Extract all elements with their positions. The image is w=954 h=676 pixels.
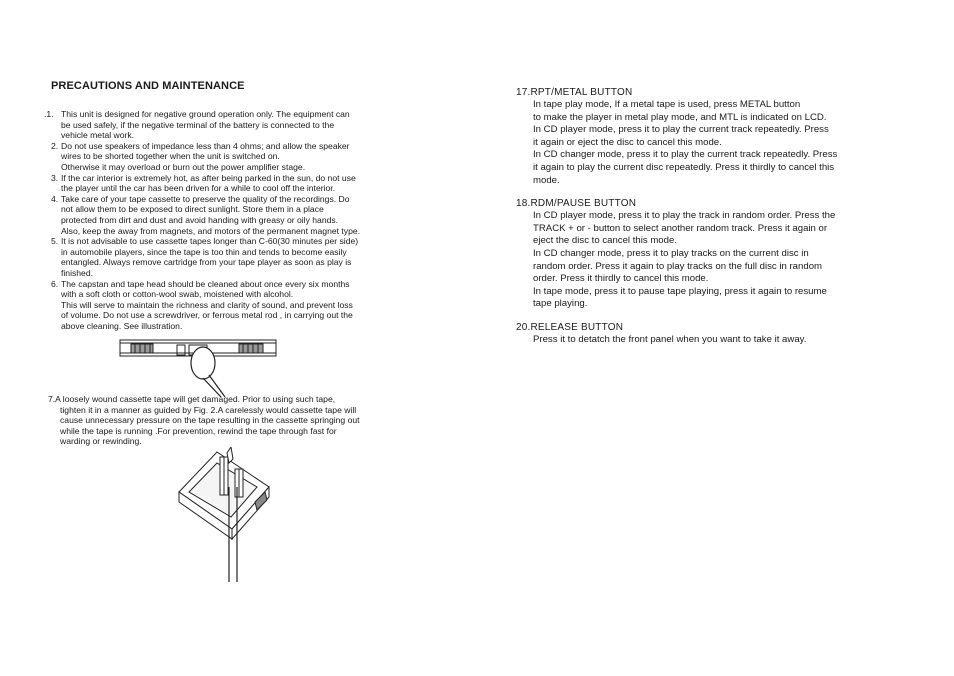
precaution-item-number: 5. [51,236,59,247]
precaution-item-line: Otherwise it may overload or burn out the power amplifier stage. [61,161,306,172]
button-section-line: In tape play mode, If a metal tape is used, press METAL button [533,99,801,110]
button-section-line: it again or eject the disc to cancel this mode. [533,136,722,148]
precautions-column [44,80,448,331]
button-section [516,322,916,347]
precaution-item-line: wires to be shorted together when the unit is switched on. [61,151,280,162]
button-section-line: random order. Press it again to play tracks on the full disc in random [533,260,823,272]
precaution-item-7-continuation [48,405,448,447]
precaution-item-line: The capstan and tape head should be cleaned about once every six months [61,278,350,289]
precaution-item-7-first: 7.A loosely wound cassette tape will get damaged. Prior to using such tape, [48,394,336,404]
button-section-line: TRACK + or - button to select another random track. Press it again or [533,222,828,234]
precaution-item-7-line: warding or rewinding. [60,436,142,447]
precaution-item-line: the player until the car has been driven for a while to cool off the interior. [61,183,336,194]
precaution-item-line: vehicle metal work. [61,130,135,141]
button-section-line: Press it to detatch the front panel when you want to take it away. [533,333,807,345]
precaution-item [48,279,448,332]
button-section-line: In CD player mode, press it to play the track in random order. Press the [533,210,836,222]
precaution-item-line: not allow them to be exposed to direct sunlight. Store them in a place [61,204,324,215]
precaution-item [48,236,448,278]
precaution-item-number: 2. [51,140,59,151]
precaution-item-line: Take care of your tape cassette to preserve the quality of the recordings. Do [61,193,350,204]
button-section-line: eject the disc to cancel this mode. [533,235,677,247]
precaution-item-number: .1. [44,109,54,119]
button-section-line: mode. [533,174,560,186]
precautions-list [44,109,448,331]
button-section-line: In tape mode, press it to pause tape playing, press it again to resume [533,285,827,297]
precaution-item-number: 3. [51,172,59,183]
precaution-item-number: 4. [51,193,59,204]
button-descriptions-column [516,87,916,358]
button-section-line: In CD player mode, press it to play the current track repeatedly. Press [533,124,829,136]
precaution-item [48,141,448,173]
precaution-item [48,173,448,194]
precaution-item-7-line: cause unnecessary pressure on the tape resulting in the cassette springing out [60,415,360,426]
precaution-item [44,109,448,141]
button-section-body [516,210,916,311]
precaution-item-line: finished. [61,267,94,278]
button-section-line: it again to play the current disc repeatedly. Press it thirdly to cancel this [533,161,835,173]
precaution-item-line: If the car interior is extremely hot, as after being parked in the sun, do not use [61,172,356,183]
precaution-item-7-line: tighten it in a manner as guided by Fig. 2.A carelessly would cassette tape will [60,404,357,415]
tape-head-cleaning-illustration [117,335,282,397]
precaution-item-7 [48,394,448,447]
button-section-line: to make the player in metal play mode, and MTL is indicated on LCD. [533,111,827,123]
precaution-item-line: with a soft cloth or cotton-wool swab, moistened with alcohol. [61,289,294,300]
button-section-body [516,334,916,347]
precaution-item-line: entangled. Always remove cartridge from your tape player as soon as play is [61,257,352,268]
button-section-body [516,99,916,187]
precaution-item-line: This unit is designed for negative ground operation only. The equipment can [61,109,350,119]
button-section [516,198,916,311]
precaution-item-line: It is not advisable to use cassette tapes longer than C-60(30 minutes per side) [61,236,359,247]
button-section [516,87,916,187]
button-section-line: order. Press it thirdly to cancel this mode. [533,273,709,285]
precaution-item-7-line: while the tape is running .For prevention, rewind the tape through fast for [60,425,337,436]
button-section-line: tape playing. [533,298,588,310]
cassette-tightening-illustration [177,447,272,582]
precaution-item [48,194,448,236]
precaution-item-line: Do not use speakers of impedance less than 4 ohms; and allow the speaker [61,140,350,151]
precaution-item-line: Also, keep the away from magnets, and motors of the permanent magnet type. [61,225,361,236]
precaution-item-line: be used safely, if the negative terminal of the battery is connected to the [61,119,335,130]
button-section-title: 17.RPT/METAL BUTTON [516,87,633,98]
button-section-title: 20.RELEASE BUTTON [516,321,624,333]
precaution-item-line: in automobile players, since the tape is too thin and tends to become easily [61,246,347,257]
button-section-line: In CD changer mode, press it to play tracks on the current disc in [533,247,809,259]
precaution-item-line: of volume. Do not use a screwdriver, or ferrous metal rod , in carrying out the [61,310,353,321]
button-section-title: 18.RDM/PAUSE BUTTON [516,198,637,210]
precaution-item-number: 6. [51,278,59,289]
button-section-line: In CD changer mode, press it to play the current track repeatedly. Press [533,149,838,161]
precaution-item-line: protected from dirt and dust and avoid handing with greasy or oily hands. [61,214,339,225]
precaution-item-line: This will serve to maintain the richness and clarity of sound, and prevent loss [61,299,353,310]
precautions-heading: PRECAUTIONS AND MAINTENANCE [51,80,245,92]
precaution-item-line: above cleaning. See illustration. [61,320,183,331]
